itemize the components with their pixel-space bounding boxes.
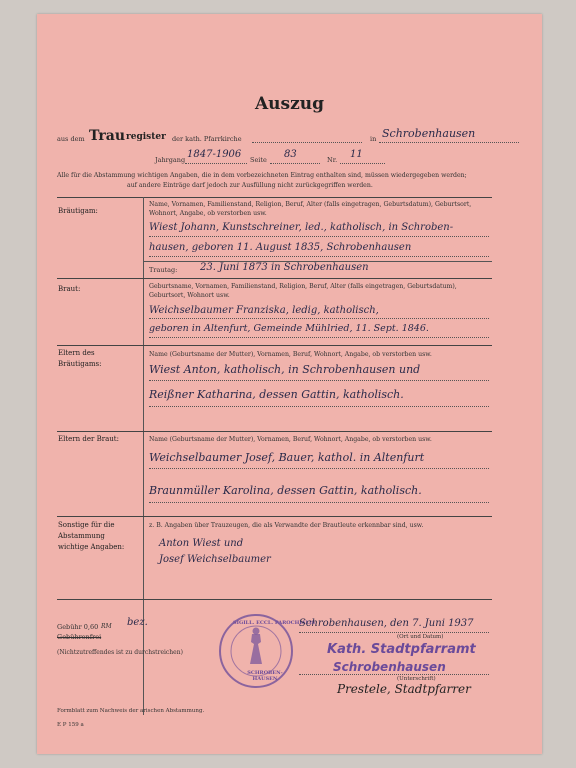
unterschrift-caption: (Unterschrift): [397, 676, 436, 682]
jahrgang-value: 1847-1906: [187, 149, 242, 160]
seite-line: [270, 163, 320, 164]
nr-label: Nr.: [327, 156, 338, 164]
signature: Prestele, Stadtpfarrer: [337, 682, 471, 696]
form-note: Formblatt zum Nachweis der arischen Abstammung.: [57, 708, 205, 714]
seite-value: 83: [284, 149, 297, 160]
braeutigam-line1: [149, 236, 489, 237]
braut-line2: [149, 337, 489, 338]
nr-value: 11: [350, 149, 363, 160]
eltern-braut-label: Eltern der Braut:: [58, 435, 119, 443]
register-suffix: register: [126, 132, 166, 142]
sonstige-label-2: Abstammung: [58, 532, 105, 540]
braut-line1: [149, 318, 489, 319]
office-stamp-line2: Schrobenhausen: [333, 660, 446, 674]
gebuehr-value: bez.: [127, 617, 148, 628]
braeutigam-line2: [149, 256, 489, 257]
sonstige-entry-line2: Josef Weichselbaumer: [159, 554, 271, 565]
eltern-braeutigam-entry-line1: Wiest Anton, katholisch, in Schrobenhausen und: [149, 363, 421, 376]
jahrgang-line: [185, 163, 247, 164]
nr-line: [340, 163, 385, 164]
place-date-caption: (Ort und Datum): [397, 634, 444, 640]
eltern-braeutigam-line1: [149, 380, 489, 381]
document-title: Auszug: [254, 94, 325, 114]
eltern-braeutigam-top-rule: [57, 345, 492, 346]
seal-text-bottom: SCHROBEN-HAUSEN: [247, 670, 283, 682]
braeutigam-entry-line2: hausen, geboren 11. August 1835, Schrobenhausen: [149, 242, 412, 253]
eltern-braeutigam-line2: [149, 406, 489, 407]
braeutigam-header: Name, Vornamen, Familienstand, Religion, Beruf, Alter (falls eingetragen, Geburtsdatum), Geburtsort, Wohnort, Angabe, ob verstorben usw.: [149, 201, 472, 217]
gebuehr-unit: RM: [101, 623, 112, 630]
office-stamp-line1: Kath. Stadtpfarramt: [327, 642, 476, 657]
trautag-label: Trautag:: [149, 266, 178, 274]
gebuehrenfrei-label: Gebührenfrei: [57, 633, 102, 641]
braut-header: Geburtsname, Vornamen, Familienstand, Religion, Beruf, Alter (falls eingetragen, Geburtsdatum), Geburtsort, Wohnort usw.: [149, 283, 457, 299]
in-label: in: [370, 135, 377, 143]
register-church: der kath. Pfarrkirche: [172, 135, 242, 143]
eltern-braeutigam-label-1: Eltern des: [58, 349, 95, 357]
sonstige-header: z. B. Angaben über Trauzeugen, die als Verwandte der Brautleute erkennbar sind, usw.: [149, 522, 424, 529]
sonstige-top-rule: [57, 516, 492, 517]
place-line: [379, 142, 519, 143]
place-date: Schrobenhausen, den 7. Juni 1937: [299, 618, 474, 629]
eltern-braeutigam-entry-line2: Reißner Katharina, dessen Gattin, katholisch.: [149, 388, 404, 401]
signature-line: [299, 674, 489, 675]
braut-top-rule: [57, 278, 492, 279]
eltern-braeutigam-label-2: Bräutigams:: [58, 360, 102, 368]
braut-entry-line1: Weichselbaumer Franziska, ledig, katholisch,: [149, 305, 379, 316]
register-type: Trau: [89, 128, 126, 144]
eltern-braut-entry-line1: Weichselbaumer Josef, Bauer, kathol. in Altenfurt: [149, 451, 425, 464]
instruction-line2: auf andere Einträge darf jedoch zur Ausfüllung nicht zurückgegriffen werden.: [127, 182, 373, 189]
place-value: Schrobenhausen: [382, 127, 476, 140]
table-column-rule: [143, 197, 144, 715]
sonstige-label-3: wichtige Angaben:: [58, 543, 125, 551]
eltern-braut-top-rule: [57, 431, 492, 432]
braeutigam-label: Bräutigam:: [58, 207, 98, 215]
eltern-braut-line1: [149, 468, 489, 469]
strike-note: (Nichtzutreffendes ist zu durchstreichen): [57, 649, 183, 656]
table-bottom-rule: [57, 599, 492, 600]
braut-label: Braut:: [58, 285, 81, 293]
place-date-line: [299, 632, 489, 633]
eltern-braut-line2: [149, 502, 489, 503]
document-sheet: [37, 14, 542, 754]
sonstige-entry-line1: Anton Wiest und: [159, 538, 244, 549]
form-code: E P 159 a: [57, 722, 84, 728]
church-blank-line: [252, 142, 362, 143]
table-top-rule: [57, 197, 492, 198]
eltern-braut-entry-line2: Braunmüller Karolina, dessen Gattin, katholisch.: [149, 484, 422, 497]
braut-entry-line2: geboren in Altenfurt, Gemeinde Mühlried, 11. Sept. 1846.: [149, 323, 429, 334]
gebuehr-label: Gebühr 0,60: [57, 623, 99, 631]
eltern-braut-header: Name (Geburtsname der Mutter), Vornamen, Beruf, Wohnort, Angabe, ob verstorben usw.: [149, 436, 432, 443]
seite-label: Seite: [250, 156, 267, 164]
seal-text-top: SIGILL. ECCL. PAROCHIALIS: [233, 620, 316, 626]
instruction-line1: Alle für die Abstammung wichtigen Angaben, die in dem vorbezeichneten Eintrag enthalten sind, müssen wiedergegeben werden;: [57, 172, 467, 179]
trautag-value: 23. Juni 1873 in Schrobenhausen: [200, 262, 369, 273]
intro-prefix: aus dem: [57, 135, 85, 143]
braeutigam-entry-line1: Wiest Johann, Kunstschreiner, led., katholisch, in Schroben-: [149, 222, 454, 233]
jahrgang-label: Jahrgang: [155, 156, 186, 164]
sonstige-label-1: Sonstige für die: [58, 521, 115, 529]
eltern-braeutigam-header: Name (Geburtsname der Mutter), Vornamen, Beruf, Wohnort, Angabe, ob verstorben usw.: [149, 351, 432, 358]
